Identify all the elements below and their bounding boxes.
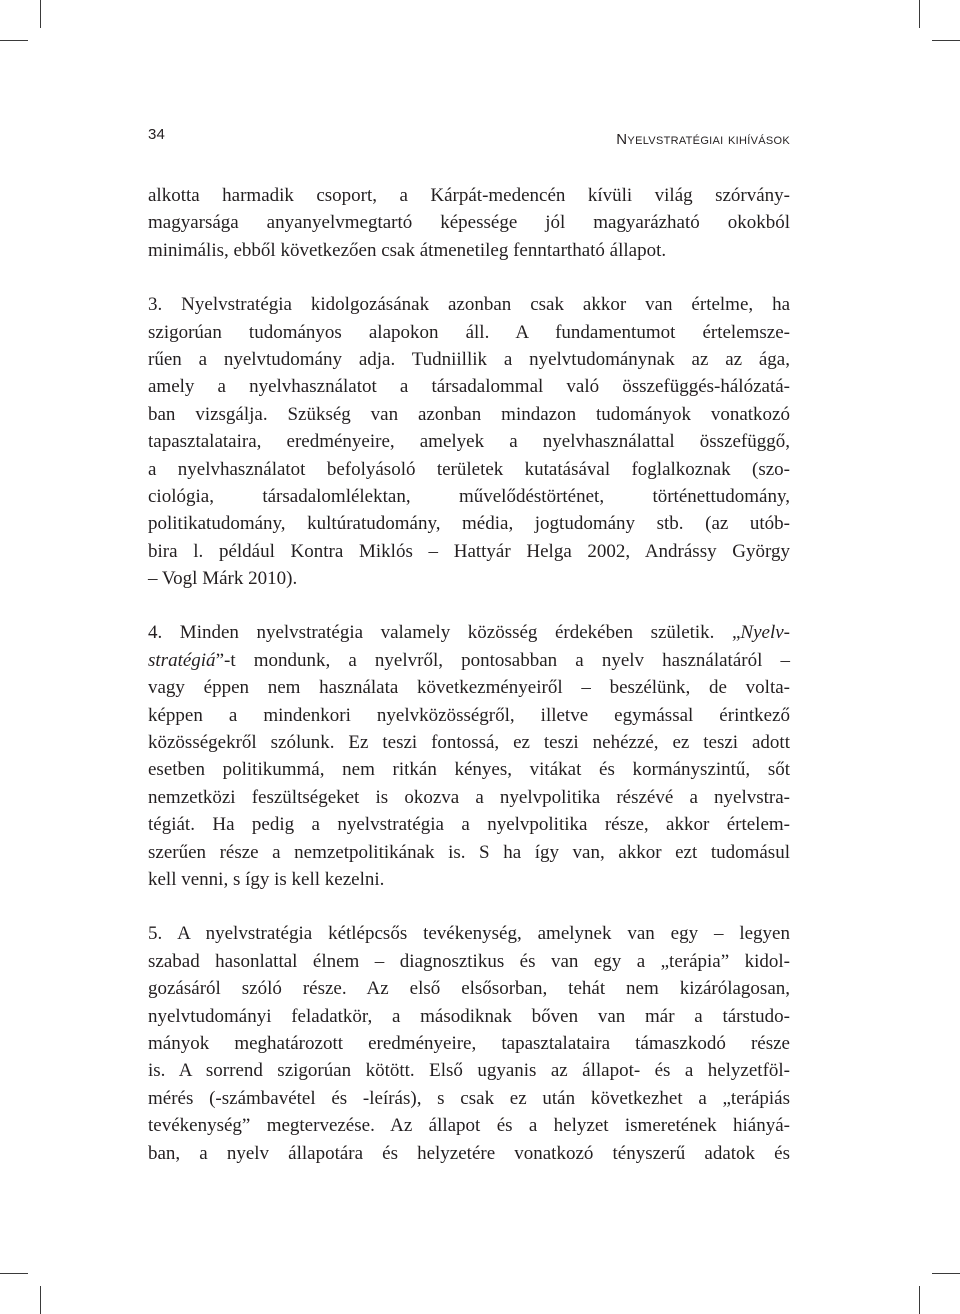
crop-mark-bottom-right-vertical	[919, 1286, 920, 1314]
text-line: nemzetközi feszültségeket is okozva a nyelvpolitika részévé a nyelvstra-	[148, 786, 790, 808]
text-line: mányok meghatározott eredményeire, tapasztalataira támaszkodó része	[148, 1032, 790, 1054]
text-line: kell venni, s így is kell kezelni.	[148, 868, 385, 890]
text-line: tapasztalataira, eredményeire, amelyek a nyelvhasználattal összefüggő,	[148, 431, 790, 453]
text-line: tevékenység” megtervezése. Az állapot és a helyzet ismeretének hiányá-	[148, 1115, 790, 1137]
text-line: is. A sorrend szigorúan kötött. Első ugyanis az állapot- és a helyzetföl-	[148, 1060, 790, 1082]
text-line: alkotta harmadik csoport, a Kárpát-medencén kívüli világ szórvány-	[148, 185, 790, 206]
crop-mark-bottom-left-horizontal	[0, 1273, 28, 1274]
text-run: ”-t mondunk, a nyelvről, pontosabban a nyelv használatáról –	[215, 649, 790, 671]
text-line: – Vogl Márk 2010).	[148, 568, 298, 590]
text-line: rűen a nyelvtudomány adja. Tudniillik a nyelvtudománynak az az ága,	[148, 348, 790, 370]
text-line	[148, 647, 790, 674]
page-header	[148, 126, 790, 150]
paragraph-2	[148, 291, 790, 592]
text-line: 5. A nyelvstratégia kétlépcsős tevékenység, amelynek van egy – legyen	[148, 923, 790, 945]
text-line: képpen a mindenkori nyelvközösségről, illetve egymással érintkező	[148, 704, 790, 726]
crop-mark-top-left-vertical	[40, 0, 41, 28]
text-line: ban vizsgálja. Szükség van azonban mindazon tudományok vonatkozó	[148, 403, 790, 425]
text-line: ban, a nyelv állapotára és helyzetére vonatkozó tényszerű adatok és	[148, 1142, 790, 1164]
crop-mark-top-left-horizontal	[0, 40, 28, 41]
page-number: 34	[148, 126, 166, 143]
text-run: 4. Minden nyelvstratégia valamely közösség érdekében születik. „	[148, 622, 741, 644]
text-line: politikatudomány, kultúratudomány, média, jogtudomány stb. (az utób-	[148, 513, 790, 535]
crop-mark-bottom-right-horizontal	[932, 1273, 960, 1274]
text-line: vagy éppen nem használata következményeiről – beszélünk, de volta-	[148, 677, 790, 699]
text-line: szigorúan tudományos alapokon áll. A fundamentumot értelemsze-	[148, 321, 790, 343]
running-head: Nyelvstratégiai kihívások	[616, 131, 790, 148]
paragraph-1	[148, 182, 790, 264]
text-line: magyarsága anyanyelvmegtartó képessége jól magyarázható okokból	[148, 212, 790, 234]
text-line: gozásáról szóló része. Az első elsősorban, tehát nem kizárólagosan,	[148, 978, 790, 1000]
text-line: 3. Nyelvstratégia kidolgozásának azonban csak akkor van értelme, ha	[148, 294, 790, 316]
text-line: tégiát. Ha pedig a nyelvstratégia a nyelvpolitika része, akkor értelem-	[148, 814, 790, 836]
text-line: közösségekről szólunk. Ez teszi fontossá, ez teszi nehézzé, ez teszi adott	[148, 732, 790, 754]
crop-mark-top-right-horizontal	[932, 40, 960, 41]
paragraph-3	[148, 619, 790, 893]
text-line: mérés (-számbavétel és -leírás), s csak ez után következhet a „terápiás	[148, 1087, 790, 1109]
text-line: esetben politikummá, nem ritkán kényes, vitákat és kormányszintű, sőt	[148, 759, 790, 781]
text-line: szabad hasonlattal élnem – diagnosztikus és van egy a „terápia” kidol-	[148, 950, 790, 972]
text-line: minimális, ebből következően csak átmenetileg fenntartható állapot.	[148, 239, 667, 261]
italic-text: Nyelv-	[740, 622, 790, 644]
body-text	[148, 182, 790, 1167]
italic-text: stratégiá	[148, 649, 216, 671]
text-line: szerűen része a nemzetpolitikának is. S ha így van, akkor ezt tudomásul	[148, 841, 790, 863]
text-line	[148, 619, 790, 646]
crop-mark-top-right-vertical	[919, 0, 920, 28]
text-line: a nyelvhasználatot befolyásoló területek kutatásával foglalkoznak (szo-	[148, 458, 790, 480]
paragraph-4	[148, 920, 790, 1167]
crop-mark-bottom-left-vertical	[40, 1286, 41, 1314]
text-line: amely a nyelvhasználatot a társadalommal való összefüggés-hálózatá-	[148, 376, 790, 398]
text-line: bira l. például Kontra Miklós – Hattyár Helga 2002, Andrássy György	[148, 540, 790, 562]
text-line: nyelvtudományi feladatkör, a másodiknak bőven van már a társtudo-	[148, 1005, 790, 1027]
text-line: ciológia, társadalomlélektan, művelődéstörténet, történettudomány,	[148, 485, 790, 507]
